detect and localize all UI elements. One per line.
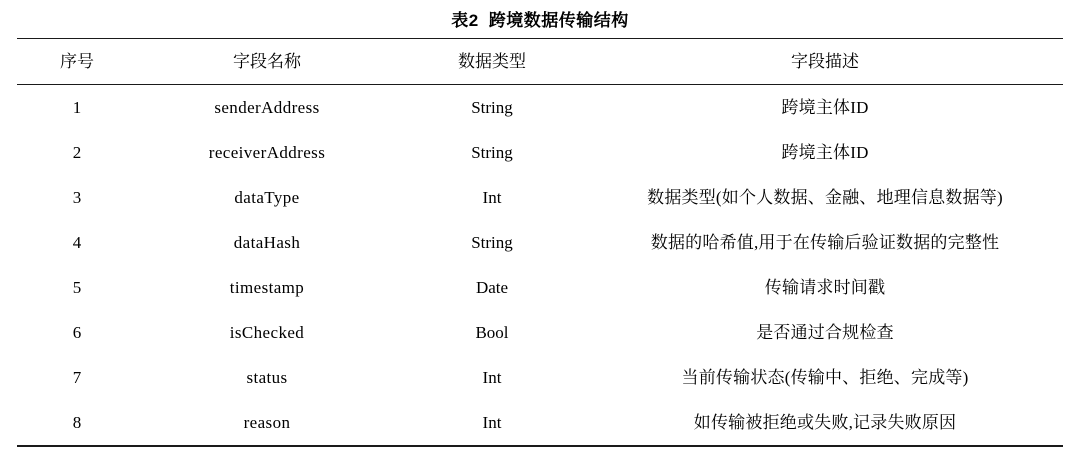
- column-header-no: 序号: [60, 52, 94, 71]
- cell-no: 8: [72, 413, 82, 432]
- column-header-field-description: 字段描述: [791, 52, 859, 71]
- cell-field-name: status: [246, 368, 288, 387]
- cell-field-name: dataType: [234, 188, 300, 207]
- cell-field-description: 是否通过合规检查: [756, 323, 894, 342]
- cell-data-type: Int: [482, 188, 502, 207]
- table-header-row: [17, 39, 1063, 85]
- cross-border-data-structure-table: [17, 38, 1063, 447]
- cell-no: 1: [72, 98, 82, 117]
- table-row: [17, 85, 1063, 131]
- cell-field-name: isChecked: [229, 323, 305, 342]
- cell-field-description: 传输请求时间戳: [764, 278, 886, 297]
- cell-field-name: receiverAddress: [208, 143, 326, 162]
- cell-field-description: 当前传输状态(传输中、拒绝、完成等): [681, 368, 969, 387]
- table-row: [17, 220, 1063, 265]
- cell-no: 7: [72, 368, 82, 387]
- table-caption: [0, 0, 1080, 38]
- cell-field-name: senderAddress: [214, 98, 320, 117]
- cell-data-type: Int: [482, 368, 502, 387]
- table-body: [17, 85, 1063, 447]
- table-row: [17, 310, 1063, 355]
- cell-data-type: String: [471, 143, 513, 162]
- cell-field-name: timestamp: [229, 278, 305, 297]
- table-row: [17, 355, 1063, 400]
- cell-data-type: Date: [475, 278, 509, 297]
- cell-data-type: Bool: [475, 323, 509, 342]
- table-row: [17, 130, 1063, 175]
- cell-field-name: reason: [243, 413, 291, 432]
- table-row: [17, 265, 1063, 310]
- cell-field-description: 跨境主体ID: [781, 98, 869, 117]
- cell-data-type: String: [471, 98, 513, 117]
- cell-no: 5: [72, 278, 82, 297]
- cell-field-description: 跨境主体ID: [781, 143, 869, 162]
- cell-field-description: 数据的哈希值,用于在传输后验证数据的完整性: [650, 233, 1000, 252]
- table-row: [17, 400, 1063, 446]
- column-header-field-name: 字段名称: [233, 52, 301, 71]
- cell-data-type: Int: [482, 413, 502, 432]
- table-header: [17, 39, 1063, 85]
- cell-field-name: dataHash: [233, 233, 301, 252]
- cell-field-description: 数据类型(如个人数据、金融、地理信息数据等): [647, 188, 1003, 207]
- cell-no: 2: [72, 143, 82, 162]
- table-caption-title: 跨境数据传输结构: [488, 11, 629, 30]
- cell-no: 4: [72, 233, 82, 252]
- column-header-data-type: 数据类型: [458, 52, 526, 71]
- cell-no: 6: [72, 323, 82, 342]
- table-caption-number: 表2: [451, 11, 479, 30]
- cell-data-type: String: [471, 233, 513, 252]
- cell-field-description: 如传输被拒绝或失败,记录失败原因: [693, 413, 957, 432]
- table-row: [17, 175, 1063, 220]
- cell-no: 3: [72, 188, 82, 207]
